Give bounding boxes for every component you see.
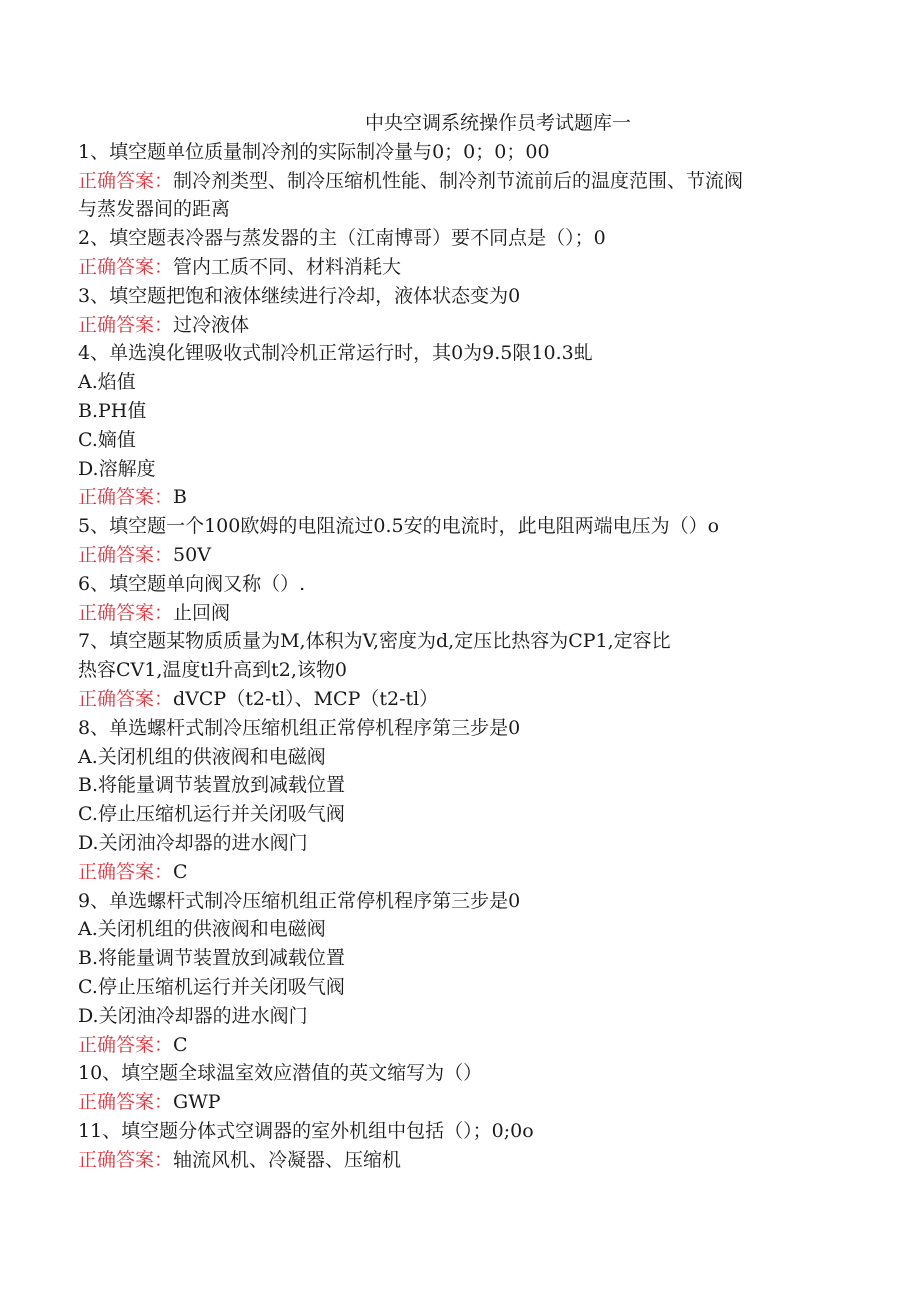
- question-option: D.关闭油冷却器的进水阀门: [78, 831, 308, 854]
- answer-label: 正确答案：: [78, 169, 174, 192]
- answer-line: [78, 311, 858, 340]
- answer-text: 制冷剂类型、制冷压缩机性能、制冷剂节流前后的温度范围、节流阀: [173, 169, 744, 192]
- answer-text: 50V: [173, 543, 211, 566]
- question-stem: 9、单选螺杆式制冷压缩机组正常停机程序第三步是0: [78, 889, 521, 912]
- answer-line: [78, 1088, 858, 1117]
- document-page: [78, 109, 858, 1174]
- question-block: [78, 339, 858, 512]
- answer-text: 过冷液体: [173, 313, 250, 336]
- question-block: [78, 138, 858, 224]
- question-option: A.关闭机组的供液阀和电磁阀: [78, 745, 326, 768]
- question-block: [78, 570, 858, 628]
- question-stem: 热容CV1,温度tl升高到t2,该物0: [78, 659, 347, 682]
- answer-label: 正确答案：: [78, 1148, 174, 1171]
- answer-text: GWP: [173, 1091, 221, 1114]
- answer-line: [78, 541, 858, 570]
- question-block: [78, 512, 858, 570]
- answer-label: 正确答案：: [78, 486, 174, 509]
- answer-line: [78, 167, 858, 196]
- answer-label: 正确答案：: [78, 255, 174, 278]
- question-stem: 5、填空题一个100欧姆的电阻流过0.5安的电流时，此电阻两端电压为（）o: [78, 515, 720, 538]
- question-option: D.溶解度: [78, 457, 156, 480]
- answer-line: [78, 1031, 858, 1060]
- answer-line: [78, 685, 858, 714]
- question-option: B.将能量调节装置放到减载位置: [78, 774, 346, 797]
- question-block: [78, 887, 858, 1060]
- question-stem: 7、填空题某物质质量为M,体积为V,密度为d,定压比热容为CP1,定容比: [78, 630, 671, 653]
- document-title: 中央空调系统操作员考试题库一: [364, 112, 631, 134]
- answer-text: C: [173, 860, 188, 883]
- answer-text: 轴流风机、冷凝器、压缩机: [173, 1148, 402, 1171]
- question-option: C.停止压缩机运行并关闭吸气阀: [78, 975, 345, 998]
- answer-text: C: [173, 1033, 188, 1056]
- question-option: B.PH值: [78, 399, 147, 422]
- question-option: C.嫡值: [78, 428, 136, 451]
- question-option: A.关闭机组的供液阀和电磁阀: [78, 918, 326, 941]
- question-stem: 6、填空题单向阀又称（）.: [78, 572, 306, 595]
- question-stem: 11、填空题分体式空调器的室外机组中包括（）；0;0o: [78, 1119, 534, 1142]
- answer-text: dVCP（t2-tl）、MCP（t2-tl）: [173, 687, 439, 710]
- question-stem: 10、填空题全球温室效应潜值的英文缩写为（）: [78, 1062, 483, 1085]
- question-block: [78, 627, 858, 713]
- answer-label: 正确答案：: [78, 543, 174, 566]
- question-block: [78, 714, 858, 887]
- question-block: [78, 282, 858, 340]
- answer-label: 正确答案：: [78, 1091, 174, 1114]
- question-list: [78, 138, 858, 1175]
- answer-text: 止回阀: [173, 601, 231, 624]
- question-option: C.停止压缩机运行并关闭吸气阀: [78, 803, 345, 826]
- question-option: D.关闭油冷却器的进水阀门: [78, 1004, 308, 1027]
- answer-line: [78, 858, 858, 887]
- answer-text: B: [173, 486, 187, 509]
- question-stem: 3、填空题把饱和液体继续进行冷却，液体状态变为0: [78, 284, 521, 307]
- answer-label: 正确答案：: [78, 860, 174, 883]
- question-block: [78, 224, 858, 282]
- question-stem: 1、填空题单位质量制冷剂的实际制冷量与0；0；0；00: [78, 140, 550, 163]
- answer-line: [78, 483, 858, 512]
- question-option: B.将能量调节装置放到减载位置: [78, 947, 346, 970]
- answer-line: [78, 253, 858, 282]
- question-option: A.焰值: [78, 371, 136, 394]
- answer-label: 正确答案：: [78, 601, 174, 624]
- answer-label: 正确答案：: [78, 1033, 174, 1056]
- question-stem: 4、单选溴化锂吸收式制冷机正常运行时，其0为9.5限10.3虬: [78, 342, 593, 365]
- question-block: [78, 1117, 858, 1175]
- answer-line: [78, 599, 858, 628]
- answer-continuation: 与蒸发器间的距离: [78, 198, 231, 221]
- answer-text: 管内工质不同、材料消耗大: [173, 255, 402, 278]
- question-stem: 8、单选螺杆式制冷压缩机组正常停机程序第三步是0: [78, 716, 521, 739]
- answer-line: [78, 1146, 858, 1175]
- answer-label: 正确答案：: [78, 687, 174, 710]
- question-block: [78, 1059, 858, 1117]
- answer-label: 正确答案：: [78, 313, 174, 336]
- question-stem: 2、填空题表冷器与蒸发器的主（江南博哥）要不同点是（）；0: [78, 227, 606, 250]
